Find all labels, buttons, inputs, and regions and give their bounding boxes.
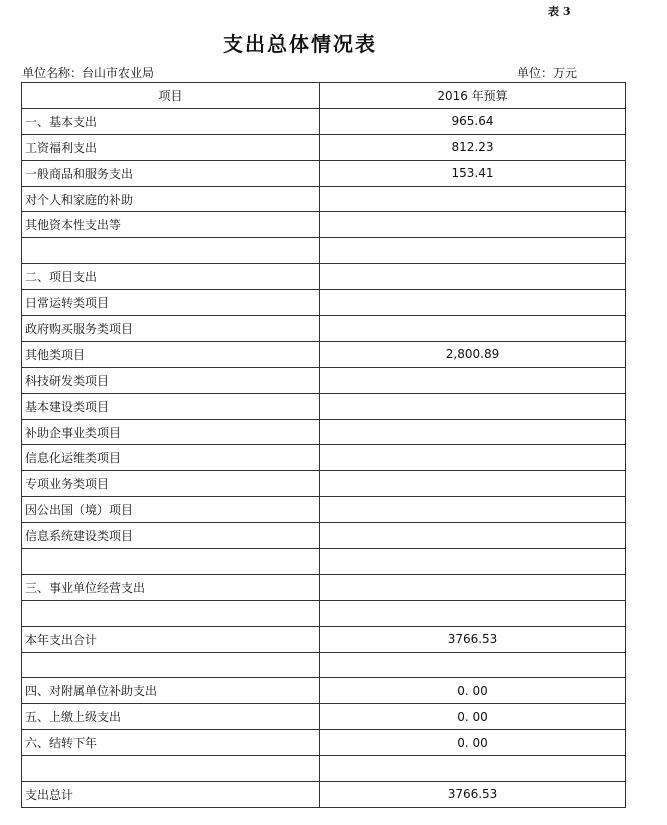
row-value: [320, 471, 626, 497]
table-row: [22, 574, 626, 600]
table-row: [22, 186, 626, 212]
row-value: [320, 290, 626, 316]
row-value: [320, 393, 626, 419]
unit-info-row: [22, 64, 577, 80]
row-label: 科技研发类项目: [22, 367, 320, 393]
table-row: [22, 445, 626, 471]
row-label: 对个人和家庭的补助: [22, 186, 320, 212]
row-value: [320, 238, 626, 264]
row-value: 965.64: [320, 108, 626, 134]
table-row: [22, 497, 626, 523]
row-value: [320, 264, 626, 290]
table-row: [22, 419, 626, 445]
row-label: [22, 238, 320, 264]
row-label: 日常运转类项目: [22, 290, 320, 316]
row-value: [320, 652, 626, 678]
row-label: [22, 549, 320, 575]
table-row: [22, 704, 626, 730]
table-row: [22, 108, 626, 134]
row-value: [320, 549, 626, 575]
table-row: [22, 756, 626, 782]
column-header-budget: 2016 年预算: [320, 83, 626, 109]
table-row: [22, 600, 626, 626]
table-row: [22, 367, 626, 393]
row-label: 其他类项目: [22, 341, 320, 367]
row-value: [320, 523, 626, 549]
row-value: [320, 574, 626, 600]
row-label: 二、项目支出: [22, 264, 320, 290]
table-row: [22, 393, 626, 419]
row-label: [22, 756, 320, 782]
row-label: 三、事业单位经营支出: [22, 574, 320, 600]
row-label: 其他资本性支出等: [22, 212, 320, 238]
row-label: 工资福利支出: [22, 134, 320, 160]
table-row: [22, 316, 626, 342]
row-value: 0. 00: [320, 678, 626, 704]
row-value: [320, 316, 626, 342]
currency-unit: 单位：万元: [516, 66, 577, 80]
row-value: [320, 497, 626, 523]
unit-name: 单位名称：台山市农业局: [22, 66, 155, 80]
table-row: [22, 549, 626, 575]
row-value: [320, 212, 626, 238]
table-row: [22, 471, 626, 497]
table-body: [22, 108, 626, 807]
row-label: 本年支出合计: [22, 626, 320, 652]
table-header-row: [22, 83, 626, 109]
table-row: [22, 523, 626, 549]
table-row: [22, 341, 626, 367]
row-label: 信息化运维类项目: [22, 445, 320, 471]
row-value: 0. 00: [320, 730, 626, 756]
table-row: [22, 730, 626, 756]
page-title: 支出总体情况表: [223, 32, 377, 56]
row-label: 四、对附属单位补助支出: [22, 678, 320, 704]
expenditure-table: [21, 82, 626, 808]
row-label: 政府购买服务类项目: [22, 316, 320, 342]
row-label: 六、结转下年: [22, 730, 320, 756]
row-label: 支出总计: [22, 782, 320, 808]
row-label: 基本建设类项目: [22, 393, 320, 419]
row-label: 信息系统建设类项目: [22, 523, 320, 549]
row-label: 一般商品和服务支出: [22, 160, 320, 186]
table-row: [22, 134, 626, 160]
row-value: 0. 00: [320, 704, 626, 730]
table-number-label: 表 3: [548, 5, 571, 18]
row-label: 一、基本支出: [22, 108, 320, 134]
row-value: 3766.53: [320, 626, 626, 652]
row-value: [320, 419, 626, 445]
column-header-item: 项目: [22, 83, 320, 109]
row-value: [320, 367, 626, 393]
row-value: [320, 600, 626, 626]
row-label: [22, 600, 320, 626]
row-label: 五、上缴上级支出: [22, 704, 320, 730]
row-value: 3766.53: [320, 782, 626, 808]
row-label: 因公出国（境）项目: [22, 497, 320, 523]
table-row: [22, 212, 626, 238]
row-value: 812.23: [320, 134, 626, 160]
table-row: [22, 290, 626, 316]
table-row: [22, 626, 626, 652]
row-value: [320, 186, 626, 212]
row-value: [320, 445, 626, 471]
table-row: [22, 678, 626, 704]
row-label: [22, 652, 320, 678]
row-label: 专项业务类项目: [22, 471, 320, 497]
row-value: 153.41: [320, 160, 626, 186]
table-row: [22, 264, 626, 290]
table-row: [22, 652, 626, 678]
table-row: [22, 238, 626, 264]
row-value: [320, 756, 626, 782]
row-label: 补助企事业类项目: [22, 419, 320, 445]
table-row: [22, 160, 626, 186]
row-value: 2,800.89: [320, 341, 626, 367]
table-row: [22, 782, 626, 808]
